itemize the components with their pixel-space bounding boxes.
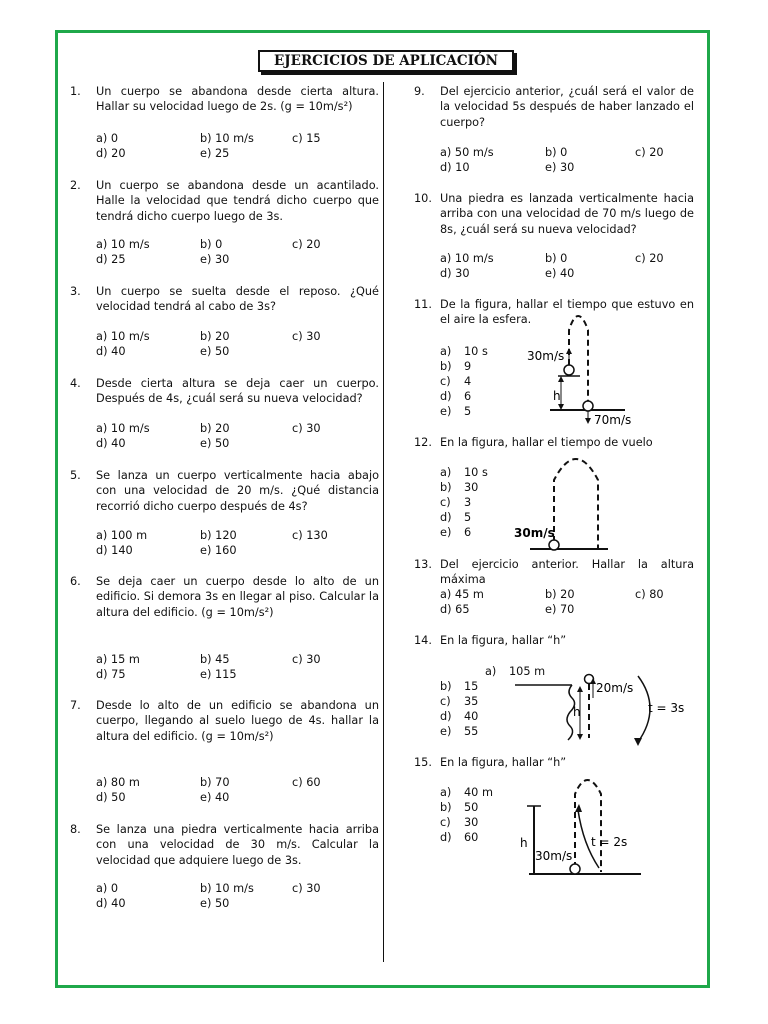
option-value: 15 bbox=[464, 680, 479, 693]
label-time: t = 3s bbox=[648, 701, 685, 715]
option-value: 4 bbox=[464, 375, 472, 388]
option-b: b) 10 m/s bbox=[200, 132, 254, 145]
option-e: e) 30 bbox=[545, 161, 575, 174]
question-text: Del ejercicio anterior. Hallar la altura máxima bbox=[440, 558, 694, 587]
option-e: e) 40 bbox=[200, 791, 230, 804]
option-d: d) 65 bbox=[440, 603, 470, 616]
arrowhead-icon bbox=[577, 686, 583, 692]
question-number: 10. bbox=[414, 192, 432, 205]
label-velocity-top: 30m/s bbox=[527, 349, 565, 363]
option-d: d) 140 bbox=[96, 544, 133, 557]
trajectory-path bbox=[554, 459, 598, 548]
option-value: 10 s bbox=[464, 466, 488, 479]
question-text: En la figura, hallar “h” bbox=[440, 634, 567, 647]
question-text: Desde cierta altura se deja caer un cuerpo. Después de 4s, ¿cuál será su nueva velocidad? bbox=[96, 377, 379, 406]
option-a: a) 100 m bbox=[96, 529, 148, 542]
figure-15 bbox=[515, 772, 645, 880]
option-e: e) 70 bbox=[545, 603, 575, 616]
question-text: De la figura, hallar el tiempo que estuvo en el aire la esfera. bbox=[440, 298, 694, 327]
option-b: b) 45 bbox=[200, 653, 230, 666]
option-value: 5 bbox=[464, 405, 472, 418]
figure-12 bbox=[510, 450, 620, 555]
question-number: 2. bbox=[70, 179, 81, 192]
option-d: d) 30 bbox=[440, 267, 470, 280]
question-number: 11. bbox=[414, 298, 432, 311]
question-text: Del ejercicio anterior, ¿cuál será el valor de la velocidad 5s después de haber lanzado el cuerpo? bbox=[440, 85, 694, 129]
option-a: a) 0 bbox=[96, 132, 119, 145]
option-a: a) 10 m/s bbox=[96, 330, 150, 343]
figure-11 bbox=[520, 310, 650, 430]
option-e: e) bbox=[440, 725, 452, 738]
question-number: 3. bbox=[70, 285, 81, 298]
option-value: 55 bbox=[464, 725, 479, 738]
option-b: b) bbox=[440, 360, 452, 373]
option-value: 6 bbox=[464, 526, 472, 539]
question-number: 5. bbox=[70, 469, 81, 482]
option-e: e) 160 bbox=[200, 544, 237, 557]
option-d: d) 40 bbox=[96, 897, 126, 910]
option-d: d) 40 bbox=[96, 437, 126, 450]
option-value: 40 bbox=[464, 710, 479, 723]
option-b: b) 120 bbox=[200, 529, 237, 542]
question-number: 1. bbox=[70, 85, 81, 98]
option-d: d) 25 bbox=[96, 253, 126, 266]
arrowhead-icon bbox=[585, 418, 591, 424]
option-e: e) 40 bbox=[545, 267, 575, 280]
option-a: a) 15 m bbox=[96, 653, 140, 666]
option-e: e) bbox=[440, 405, 452, 418]
option-c: c) 80 bbox=[635, 588, 664, 601]
ball bbox=[549, 540, 559, 550]
question-number: 4. bbox=[70, 377, 81, 390]
label-time: t = 2s bbox=[591, 835, 628, 849]
question-text: Se lanza una piedra verticalmente hacia arriba con una velocidad de 30 m/s. Calcular la velocidad que adquiere luego de 3s. bbox=[96, 823, 379, 867]
option-d: d) bbox=[440, 710, 452, 723]
option-b: b) 20 bbox=[545, 588, 575, 601]
option-c: c) 30 bbox=[292, 422, 321, 435]
option-e: e) 115 bbox=[200, 668, 237, 681]
option-c: c) 30 bbox=[292, 653, 321, 666]
option-value: 50 bbox=[464, 801, 479, 814]
option-a: a) 0 bbox=[96, 882, 119, 895]
option-value: 40 m bbox=[464, 786, 493, 799]
option-a: a) 10 m/s bbox=[440, 252, 494, 265]
option-e: e) bbox=[440, 526, 452, 539]
question-text: Un cuerpo se abandona desde cierta altura. Hallar su velocidad luego de 2s. (g = 10m/s²) bbox=[96, 85, 379, 114]
question-text: Se lanza un cuerpo verticalmente hacia abajo con una velocidad de 20 m/s. ¿Qué distancia recorrió dicho cuerpo después de 4s? bbox=[96, 469, 379, 513]
ball-bottom bbox=[583, 401, 593, 411]
option-b: b) bbox=[440, 481, 452, 494]
option-c: c) 20 bbox=[292, 238, 321, 251]
option-a: a) bbox=[440, 466, 452, 479]
option-b: b) 0 bbox=[200, 238, 223, 251]
arrowhead-icon bbox=[577, 734, 583, 740]
option-b: b) 70 bbox=[200, 776, 230, 789]
label-height: h bbox=[553, 389, 561, 403]
option-b: b) 20 bbox=[200, 422, 230, 435]
arrowhead-icon bbox=[558, 376, 564, 382]
option-value: 3 bbox=[464, 496, 472, 509]
option-value: 105 m bbox=[509, 665, 546, 678]
option-value: 9 bbox=[464, 360, 472, 373]
option-d: d) 75 bbox=[96, 668, 126, 681]
option-value: 30 bbox=[464, 481, 479, 494]
option-value: 60 bbox=[464, 831, 479, 844]
trajectory-path bbox=[569, 316, 588, 408]
option-d: d) 40 bbox=[96, 345, 126, 358]
label-velocity: 20m/s bbox=[596, 681, 634, 695]
question-number: 7. bbox=[70, 699, 81, 712]
question-text: Desde lo alto de un edificio se abandona un cuerpo, llegando al suelo luego de 4s. hallar la altura del edificio. (g = 10m/s²) bbox=[96, 699, 379, 743]
option-c: c) 30 bbox=[292, 882, 321, 895]
label-velocity: 30m/s bbox=[535, 849, 573, 863]
option-b: b) 10 m/s bbox=[200, 882, 254, 895]
option-a: a) bbox=[440, 345, 452, 358]
ball bbox=[570, 864, 580, 874]
option-e: e) 30 bbox=[200, 253, 230, 266]
option-a: a) bbox=[440, 786, 452, 799]
question-text: Se deja caer un cuerpo desde lo alto de un edificio. Si demora 3s en llegar al piso. Calcular la altura del edificio. (g = 10m/s²) bbox=[96, 575, 379, 619]
page-title: EJERCICIOS DE APLICACIÓN bbox=[258, 50, 514, 72]
option-value: 10 s bbox=[464, 345, 488, 358]
arrowhead-icon bbox=[575, 804, 582, 812]
option-d: d) bbox=[440, 831, 452, 844]
label-velocity: 30m/s bbox=[514, 526, 555, 540]
option-value: 30 bbox=[464, 816, 479, 829]
option-b: b) 0 bbox=[545, 252, 568, 265]
label-height: h bbox=[520, 836, 528, 850]
option-c: c) bbox=[440, 695, 451, 708]
trajectory-path bbox=[575, 780, 601, 872]
option-d: d) bbox=[440, 511, 452, 524]
question-number: 13. bbox=[414, 558, 432, 571]
option-e: e) 50 bbox=[200, 345, 230, 358]
option-a: a) 10 m/s bbox=[96, 238, 150, 251]
option-a: a) bbox=[485, 665, 497, 678]
option-d: d) 20 bbox=[96, 147, 126, 160]
option-b: b) bbox=[440, 680, 452, 693]
ball-top bbox=[564, 365, 574, 375]
question-text: Un cuerpo se suelta desde el reposo. ¿Qué velocidad tendrá al cabo de 3s? bbox=[96, 285, 379, 314]
option-b: b) bbox=[440, 801, 452, 814]
option-b: b) 20 bbox=[200, 330, 230, 343]
figure-14 bbox=[510, 668, 690, 748]
question-number: 12. bbox=[414, 436, 432, 449]
option-c: c) bbox=[440, 496, 451, 509]
option-a: a) 50 m/s bbox=[440, 146, 494, 159]
option-e: e) 25 bbox=[200, 147, 230, 160]
option-a: a) 80 m bbox=[96, 776, 140, 789]
question-text: En la figura, hallar el tiempo de vuelo bbox=[440, 436, 653, 449]
option-a: a) 10 m/s bbox=[96, 422, 150, 435]
arrowhead-icon bbox=[566, 348, 572, 354]
label-velocity-bottom: 70m/s bbox=[594, 413, 632, 427]
option-c: c) 130 bbox=[292, 529, 328, 542]
question-text: Un cuerpo se abandona desde un acantilado. Halle la velocidad que tendrá dicho cuerpo que tendrá dicho cuerpo luego de 3s. bbox=[96, 179, 379, 223]
question-number: 8. bbox=[70, 823, 81, 836]
column-divider bbox=[383, 82, 384, 962]
option-e: e) 50 bbox=[200, 437, 230, 450]
option-value: 35 bbox=[464, 695, 479, 708]
option-c: c) 15 bbox=[292, 132, 321, 145]
option-c: c) 20 bbox=[635, 146, 664, 159]
label-height: h bbox=[573, 705, 581, 719]
option-d: d) 10 bbox=[440, 161, 470, 174]
option-c: c) 60 bbox=[292, 776, 321, 789]
option-value: 5 bbox=[464, 511, 472, 524]
option-value: 6 bbox=[464, 390, 472, 403]
option-d: d) 50 bbox=[96, 791, 126, 804]
question-text: Una piedra es lanzada verticalmente hacia arriba con una velocidad de 70 m/s luego de 8s, ¿cuál será su nueva velocidad? bbox=[440, 192, 694, 236]
option-c: c) bbox=[440, 375, 451, 388]
question-text: En la figura, hallar “h” bbox=[440, 756, 567, 769]
option-c: c) bbox=[440, 816, 451, 829]
arrowhead-icon bbox=[634, 738, 642, 746]
question-number: 15. bbox=[414, 756, 432, 769]
option-c: c) 20 bbox=[635, 252, 664, 265]
option-d: d) bbox=[440, 390, 452, 403]
option-b: b) 0 bbox=[545, 146, 568, 159]
option-e: e) 50 bbox=[200, 897, 230, 910]
question-number: 9. bbox=[414, 85, 425, 98]
question-number: 14. bbox=[414, 634, 432, 647]
option-c: c) 30 bbox=[292, 330, 321, 343]
option-a: a) 45 m bbox=[440, 588, 484, 601]
question-number: 6. bbox=[70, 575, 81, 588]
